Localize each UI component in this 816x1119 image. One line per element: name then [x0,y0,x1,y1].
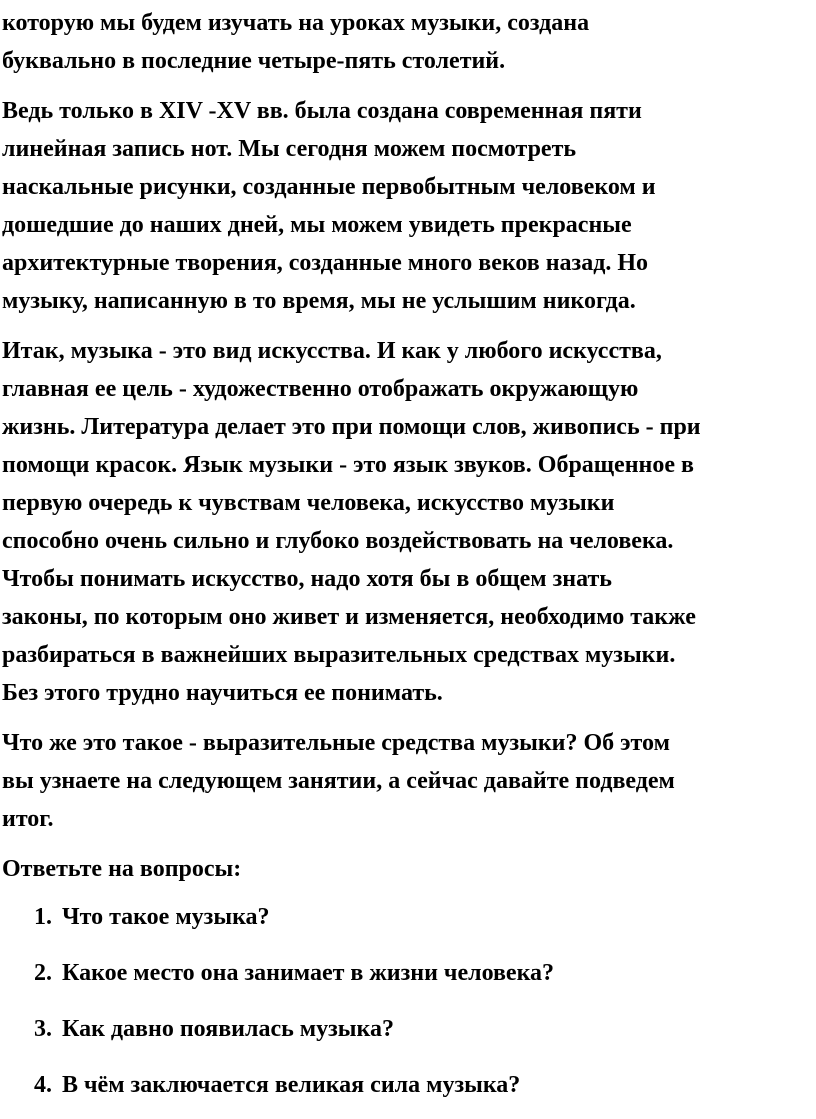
questions-heading: Ответьте на вопросы: [2,856,242,882]
question-text: Какое место она занимает в жизни человека? [62,960,555,986]
question-item [2,1066,816,1104]
paragraph-intro: которую мы будем изучать на уроках музыки, создана буквально в последние четыре-пять столетий. [2,10,590,74]
question-text: Что такое музыка? [62,904,270,930]
question-number: 3. [34,1016,52,1042]
question-text: Как давно появилась музыка? [62,1016,394,1042]
paragraph-music-as-art: Итак, музыка - это вид искусства. И как у любого искусства, главная ее цель - художественно отображать окружающую жизнь. Литература делает это при помощи слов, живопись - при помощи красок. Язык музыки - это язык звуков. Обращенное в первую очередь к чувствам человека, искусство музыки способно очень сильно и глубоко воздействовать на человека. Чтобы понимать искусство, надо хотя бы в общем знать законы, по которым оно живет и изменяется, необходимо также разбираться в важнейших выразительных средствах музыки. Без этого трудно научиться ее понимать. [2,338,701,706]
question-number: 2. [34,960,52,986]
paragraph-expressive-means: Что же это такое - выразительные средства музыки? Об этом вы узнаете на следующем занятии, а сейчас давайте подведем итог. [2,730,675,832]
question-item [2,1010,816,1048]
question-text: В чём заключается великая сила музыка? [62,1072,521,1098]
question-item [2,898,816,936]
paragraph-notation-history: Ведь только в XIV -XV вв. была создана современная пяти линейная запись нот. Мы сегодня можем посмотреть наскальные рисунки, созданные первобытным человеком и дошедшие до наших дней, мы можем увидеть прекрасные архитектурные творения, созданные много веков назад. Но музыку, написанную в то время, мы не услышим никогда. [2,98,656,314]
questions-list [2,898,816,1104]
question-number: 1. [34,904,52,930]
question-number: 4. [34,1072,52,1098]
question-item [2,954,816,992]
